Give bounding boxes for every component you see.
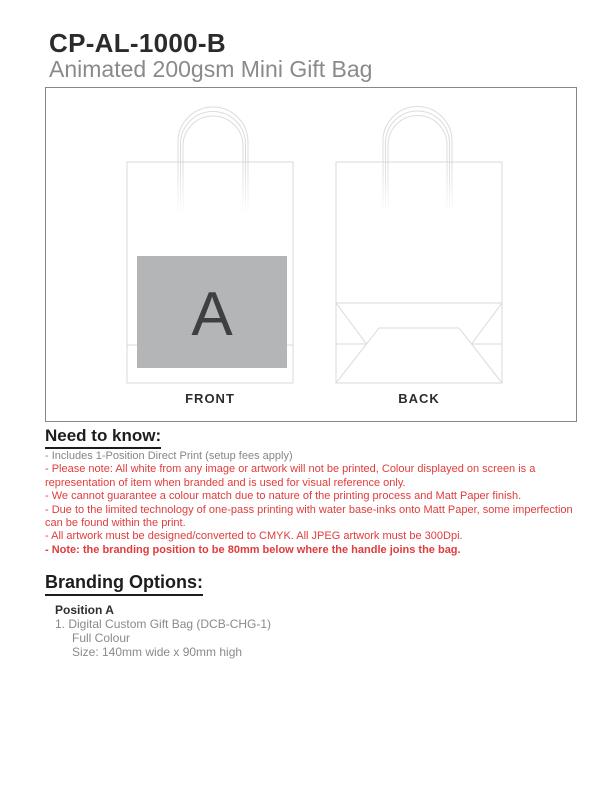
- branding-position-letter: A: [191, 280, 233, 349]
- need-to-know-heading-text: Need to know:: [45, 426, 161, 449]
- note-item: - Please note: All white from any image or artwork will not be printed, Colour displayed on screen is a representation of item when branded and is used for visual reference only.: [45, 463, 536, 489]
- branding-option-line: Size: 140mm wide x 90mm high: [72, 645, 243, 659]
- product-name-subtitle: Animated 200gsm Mini Gift Bag: [49, 56, 373, 82]
- product-diagram-container: [45, 87, 577, 422]
- note-item-branding-position: - Note: the branding position to be 80mm below where the handle joins the bag.: [45, 543, 461, 556]
- product-code-title: CP-AL-1000-B: [49, 28, 226, 58]
- branding-position-title: Position A: [55, 603, 114, 617]
- need-to-know-heading: [45, 426, 161, 449]
- branding-options-heading-text: Branding Options:: [45, 572, 203, 596]
- note-item: - Includes 1-Position Direct Print (setup fees apply): [45, 450, 293, 462]
- branding-option-line: 1. Digital Custom Gift Bag (DCB-CHG-1): [55, 617, 272, 631]
- back-bag-bottom-folds: [336, 303, 502, 383]
- front-bag-handle: [178, 107, 248, 215]
- note-item: - We cannot guarantee a colour match due to nature of the printing process and Matt Paper finish.: [45, 490, 522, 503]
- front-label: FRONT: [185, 391, 235, 406]
- front-bag-diagram: [127, 107, 293, 383]
- note-item: - Due to the limited technology of one-pass printing with water base-inks onto Matt Paper, some imperfection can be found within the print.: [45, 503, 573, 530]
- back-label: BACK: [398, 391, 440, 406]
- back-bag-handle: [383, 107, 452, 216]
- branding-options-heading: [45, 572, 203, 596]
- back-bag-body: [336, 162, 502, 383]
- back-bag-diagram: [336, 107, 502, 384]
- need-to-know-notes: [45, 450, 580, 557]
- note-item: - All artwork must be designed/converted to CMYK. All JPEG artwork must be 300Dpi.: [45, 530, 463, 543]
- bag-diagram-svg: [46, 88, 576, 421]
- branding-options-block: [55, 603, 271, 659]
- branding-option-line: Full Colour: [72, 631, 131, 645]
